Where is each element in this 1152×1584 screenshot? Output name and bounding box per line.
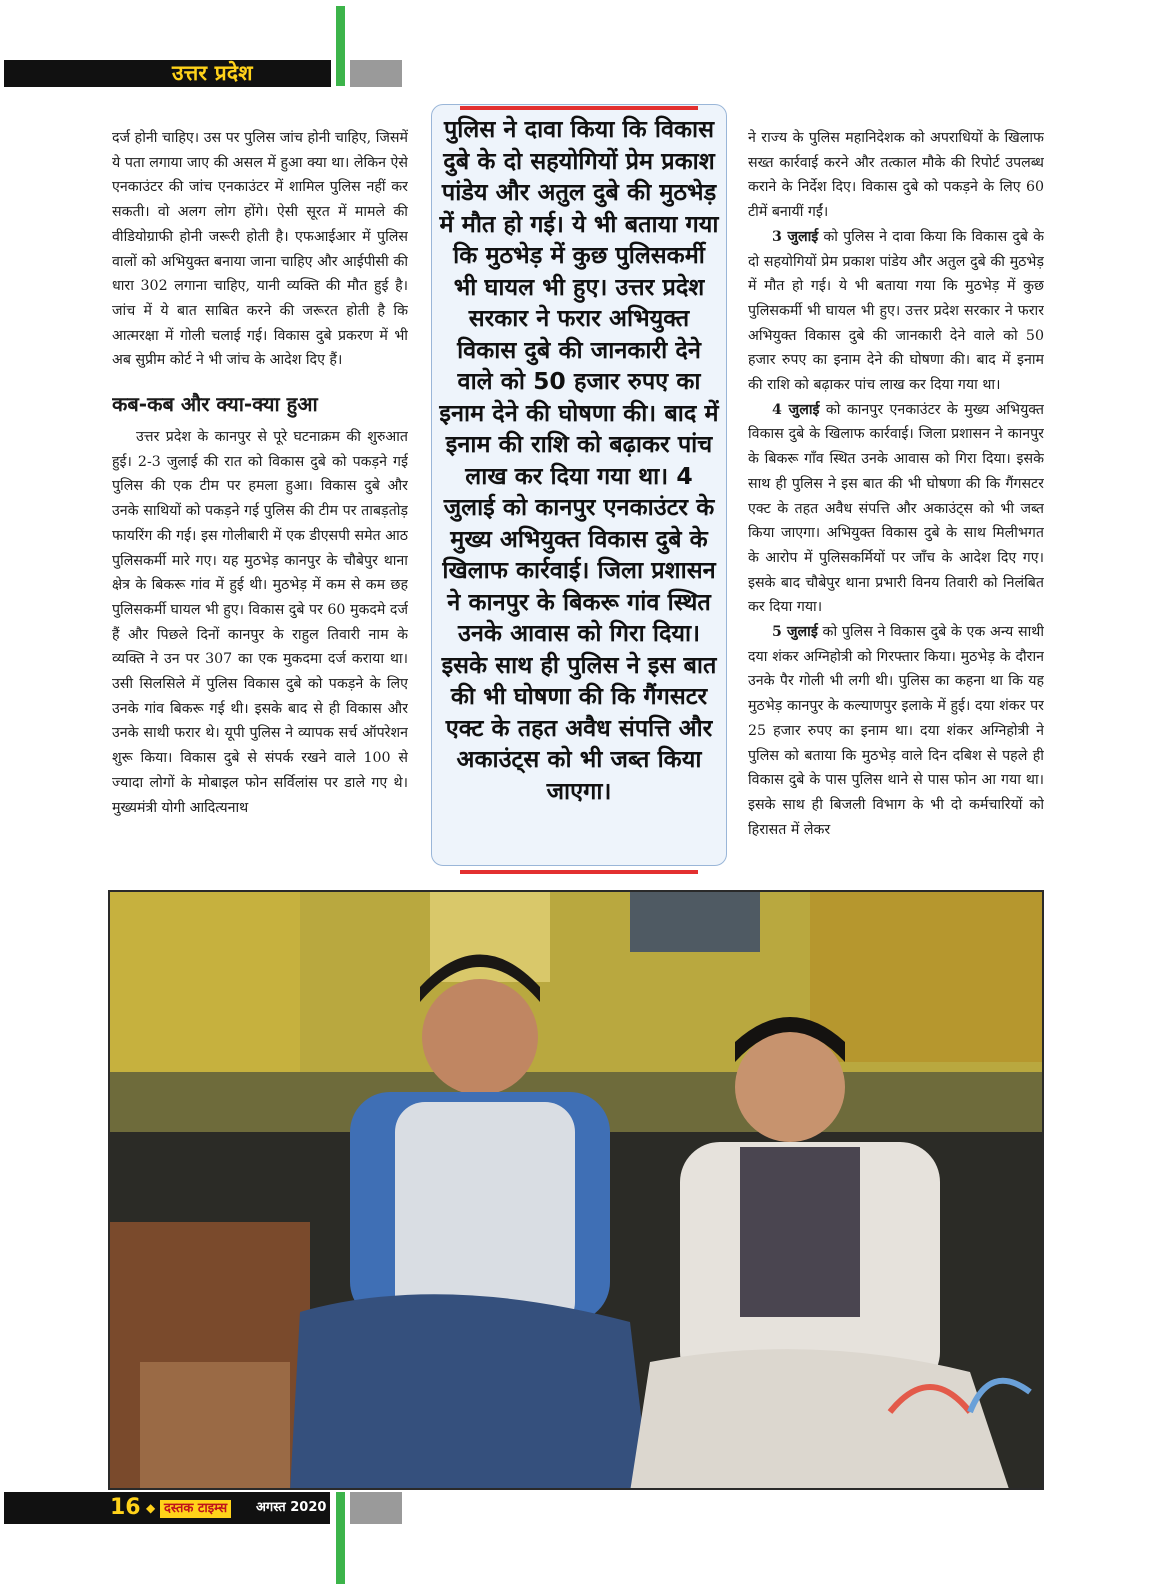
section-heading: कब-कब और क्या-क्या हुआ bbox=[112, 392, 318, 417]
section-title: उत्तर प्रदेश bbox=[172, 61, 253, 85]
date-label: 3 जुलाई bbox=[772, 228, 819, 245]
green-accent-bar-bottom bbox=[336, 1492, 345, 1584]
left-paragraph-2: उत्तर प्रदेश के कानपुर से पूरे घटनाक्रम की शुरुआत हुई। 2-3 जुलाई की रात को विकास दुबे को पकड़ने गई पुलिस की एक टीम पर हमला हुआ। विकास दुबे और उनके साथियों को पकड़ने गई पुलिस की टीम पर ताबड़तोड़ फायरिंग की गई। इस गोलीबारी में एक डीएसपी समेत आठ पुलिसकर्मी मारे गए। यह मुठभेड़ कानपुर के चौबेपुर थाना क्षेत्र के बिकरू गांव में हुई थी। मुठभेड़ में कम से कम छह पुलिसकर्मी घायल भी हुए। विकास दुबे पर 60 मुकदमे दर्ज हैं और पिछले दिनों कानपुर के राहुल तिवारी नाम के व्यक्ति ने उन पर 307 का एक मुकदमा दर्ज कराया था। उसी सिलसिले में पुलिस विकास दुबे को पकड़ने के लिए उनके गांव बिकरू गई थी। इसके बाद से ही विकास और उनके साथी फरार थे। यूपी पुलिस ने व्यापक सर्च ऑपरेशन शुरू किया। विकास दुबे से संपर्क रखने वाले 100 से ज्यादा लोगों के मोबाइल फोन सर्विलांस पर डाले गए थे। मुख्यमंत्री योगी आदित्यनाथ bbox=[112, 429, 408, 816]
paragraph-text: को पुलिस ने विकास दुबे के एक अन्य साथी दया शंकर अग्निहोत्री को गिरफ्तार किया। मुठभेड़ के दौरान उनके पैर गोली भी लगी थी। पुलिस का कहना था कि यह मुठभेड़ कानपुर के कल्याणपुर इलाके में हुई। दया शंकर पर 25 हजार रुपए का इनाम था। दया शंकर अग्निहोत्री ने पुलिस को बताया कि मुठभेड़ वाले दिन दबिश से पहले ही विकास दुबे के पास पुलिस थाने से पास फोन आ गया था। इसके साथ ही बिजली विभाग के भी दो कर्मचारियों को हिरासत में लेकर bbox=[748, 624, 1044, 838]
paragraph-text: को कानपुर एनकाउंटर के मुख्य अभियुक्त विकास दुबे के खिलाफ कार्रवाई। जिला प्रशासन ने कानपुर के बिकरू गाँव स्थित उनके आवास को गिरा दिया। इसके साथ ही पुलिस ने इस बात की भी घोषणा की कि गैंगसटर एक्ट के तहत अवैध संपत्ति और अकाउंट्स को भी जब्त किया जाएगा। अभियुक्त विकास दुबे के साथ मिलीभगत के आरोप में पुलिसकर्मियों पर जाँच के आदेश दिए गए। इसके बाद चौबेपुर थाना प्रभारी विनय तिवारी को निलंबित कर दिया गया। bbox=[748, 401, 1044, 616]
section-header-bar bbox=[4, 60, 331, 87]
date-label: 4 जुलाई bbox=[772, 401, 820, 418]
diamond-icon: ◆ bbox=[146, 1501, 156, 1515]
page-number: 16 bbox=[110, 1495, 141, 1520]
right-paragraph-4 bbox=[748, 620, 1044, 842]
magazine-logo: दस्तक टाइम्स bbox=[160, 1500, 231, 1518]
right-paragraph-1: ने राज्य के पुलिस महानिदेशक को अपराधियों के खिलाफ सख्त कार्रवाई करने और तत्काल मौके की रिपोर्ट उपलब्ध कराने के निर्देश दिए। विकास दुबे को पकड़ने के लिए 60 टीमें बनायीं गईं। bbox=[748, 130, 1044, 221]
right-paragraph-3 bbox=[748, 398, 1044, 620]
left-column bbox=[112, 126, 408, 896]
pullquote-rule-bottom bbox=[460, 870, 698, 874]
pullquote-text: पुलिस ने दावा किया कि विकास दुबे के दो सहयोगियों प्रेम प्रकाश पांडेय और अतुल दुबे की मुठभेड़ में मौत हो गई। ये भी बताया गया कि मुठभेड़ में कुछ पुलिसकर्मी भी घायल भी हुए। उत्तर प्रदेश सरकार ने फरार अभियुक्त विकास दुबे की जानकारी देने वाले को 50 हजार रुपए का इनाम देने की घोषणा की। बाद में इनाम की राशि को बढ़ाकर पांच लाख कर दिया गया था। 4 जुलाई को कानपुर एनकाउंटर के मुख्य अभियुक्त विकास दुबे के खिलाफ कार्रवाई। जिला प्रशासन ने कानपुर के बिकरू गांव स्थित उनके आवास को गिरा दिया। इसके साथ ही पुलिस ने इस बात की भी घोषणा की कि गैंगसटर एक्ट के तहत अवैध संपत्ति और अकाउंट्स को भी जब्त किया जाएगा। bbox=[439, 115, 719, 805]
paragraph-text: को पुलिस ने दावा किया कि विकास दुबे के दो सहयोगियों प्रेम प्रकाश पांडेय और अतुल दुबे की मुठभेड़ में मौत हो गई। ये भी बताया गया कि मुठभेड़ में कुछ पुलिसकर्मी भी घायल भी हुए। उत्तर प्रदेश सरकार ने फरार अभियुक्त विकास दुबे की जानकारी देने वाले को 50 हजार रुपए का इनाम देने की घोषणा की। बाद में इनाम की राशि को बढ़ाकर पांच लाख कर दिया गया था। bbox=[748, 228, 1044, 394]
header-grey-block bbox=[350, 60, 402, 87]
photo-illustration bbox=[110, 892, 1044, 1490]
right-column bbox=[748, 126, 1044, 896]
issue-date: अगस्त 2020 bbox=[256, 1500, 327, 1515]
left-paragraph-1: दर्ज होनी चाहिए। उस पर पुलिस जांच होनी चाहिए, जिसमें ये पता लगाया जाए की असल में हुआ क्या था। लेकिन ऐसे एनकाउंटर की जांच एनकाउंटर में शामिल पुलिस नहीं कर सकती। वो अलग लोग होंगे। ऐसी सूरत में मामले की वीडियोग्राफी होनी जरूरी होती है। एफआईआर में पुलिस वालों को अभियुक्त बनाया जाना चाहिए और आईपीसी की धारा 302 लगाना चाहिए, यानी व्यक्ति की मौत हुई है। जांच में ये बात साबित करने की जरूरत होती है कि आत्मरक्षा में गोली चलाई गई। विकास दुबे प्रकरण में भी अब सुप्रीम कोर्ट ने भी जांच के आदेश दिए हैं। bbox=[112, 130, 408, 369]
date-label: 5 जुलाई bbox=[772, 624, 818, 641]
right-paragraph-2 bbox=[748, 225, 1044, 398]
green-accent-bar-top bbox=[336, 6, 345, 86]
footer-grey-block bbox=[350, 1492, 402, 1524]
article-photo bbox=[108, 890, 1044, 1490]
pullquote-rule-top bbox=[460, 106, 698, 110]
